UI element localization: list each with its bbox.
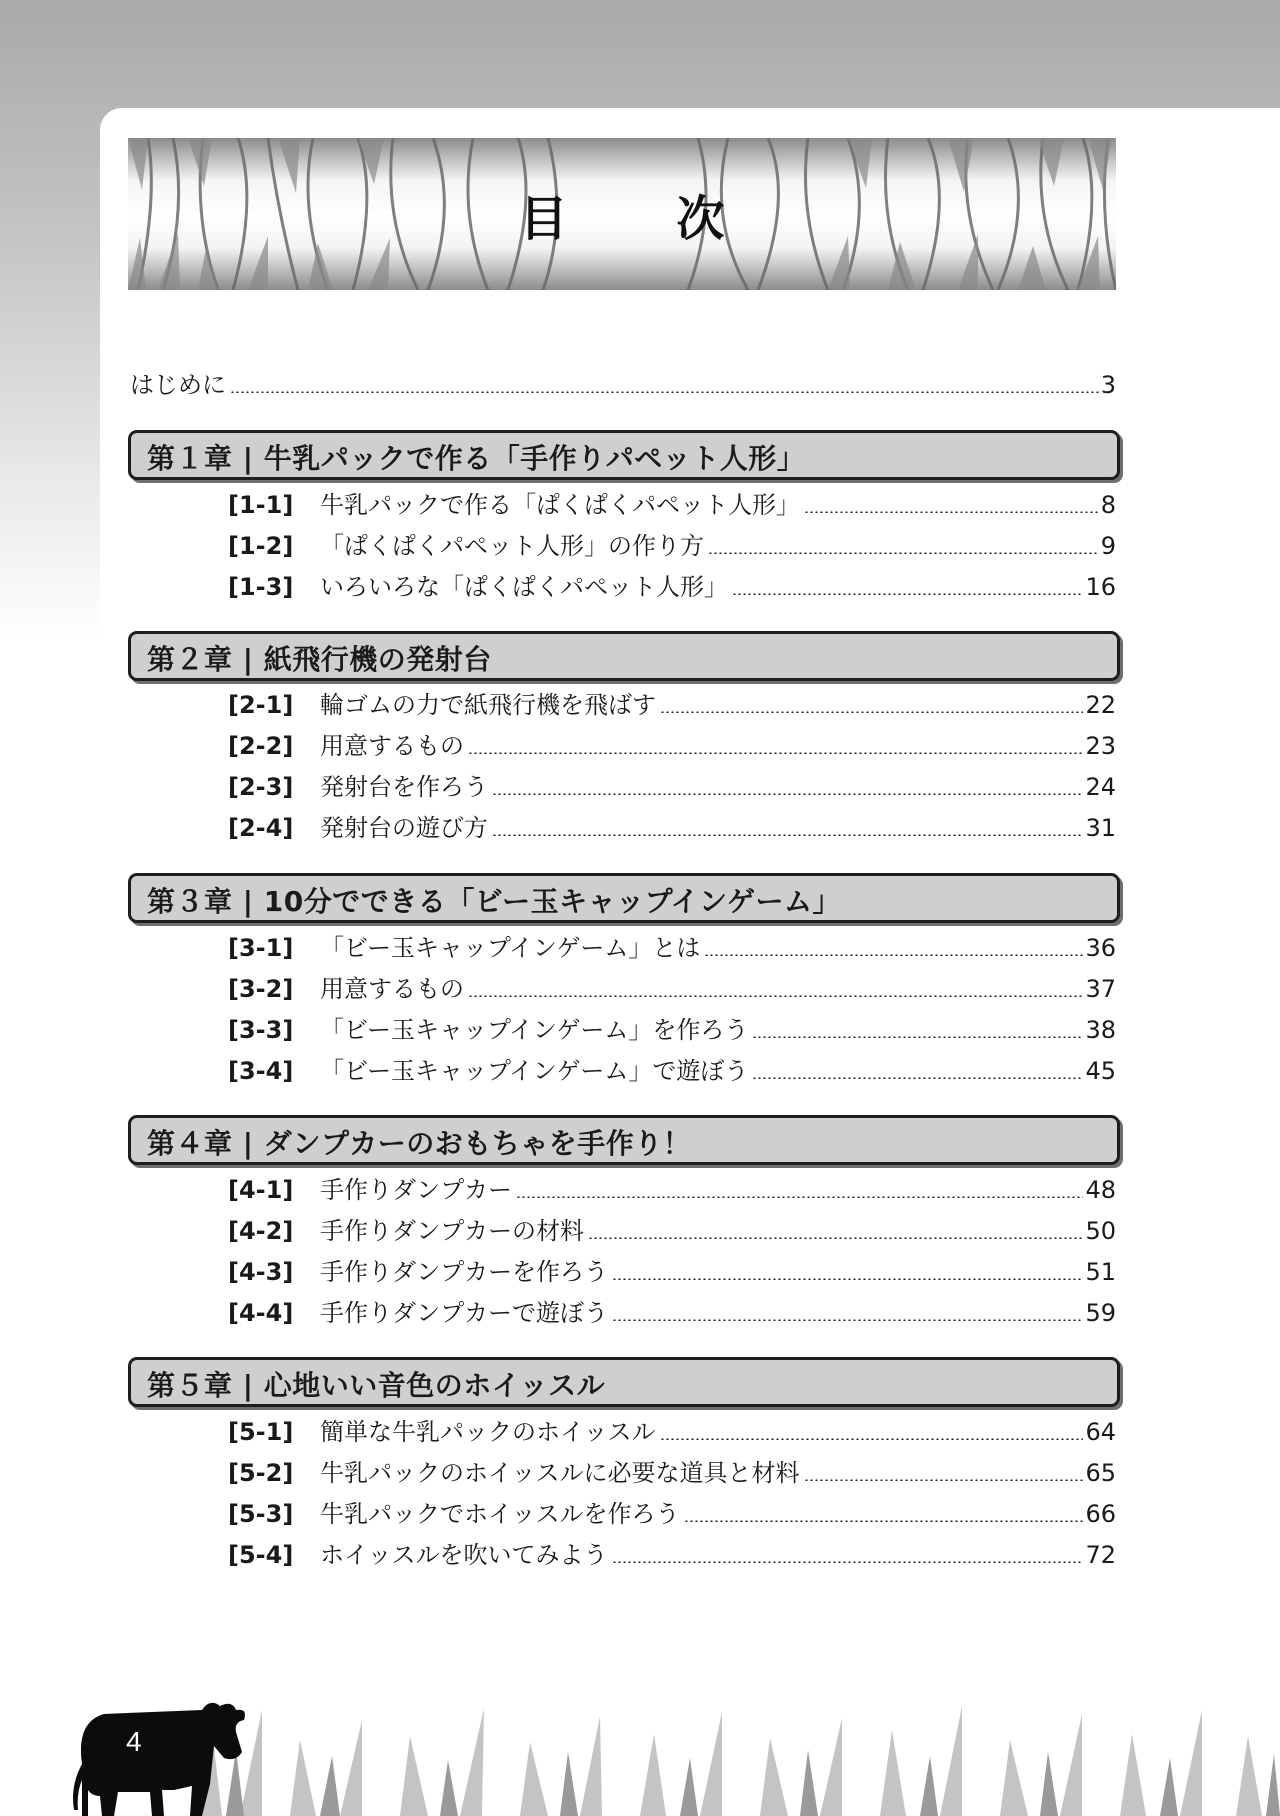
leader-dots [492, 793, 1083, 795]
toc-row[interactable] [228, 572, 1116, 602]
toc-row[interactable] [228, 490, 1116, 520]
toc-code: [5-1] [228, 1418, 294, 1446]
toc-page: 65 [1085, 1459, 1116, 1487]
toc-row[interactable] [228, 1298, 1116, 1328]
leader-dots [588, 1237, 1083, 1239]
toc-row[interactable] [228, 690, 1116, 720]
leader-dots [612, 1319, 1083, 1321]
leader-dots [704, 954, 1083, 956]
toc-page: 51 [1085, 1258, 1116, 1286]
page-title: 目 次 [519, 191, 771, 247]
toc-code: [1-1] [228, 491, 294, 519]
toc-page: 50 [1085, 1217, 1116, 1245]
toc-row[interactable] [228, 974, 1116, 1004]
chapter-header-4[interactable] [128, 1115, 1120, 1165]
toc-label: 牛乳パックで作る「ぱくぱくパペット人形」 [320, 491, 800, 519]
toc-label: 用意するもの [320, 732, 464, 760]
toc-label: 手作りダンプカー [320, 1176, 512, 1204]
toc-page: 24 [1085, 773, 1116, 801]
toc-label: 「ぱくぱくパペット人形」の作り方 [320, 532, 704, 560]
toc-code: [4-2] [228, 1217, 294, 1245]
page-number: 4 [126, 1726, 142, 1757]
toc-code: [2-3] [228, 773, 294, 801]
leader-dots [612, 1278, 1083, 1280]
leader-dots [660, 1438, 1084, 1440]
leader-dots [804, 1479, 1084, 1481]
toc-label: 発射台の遊び方 [320, 814, 488, 842]
toc-page: 36 [1085, 934, 1116, 962]
toc-row[interactable] [228, 1417, 1116, 1447]
toc-label: 手作りダンプカーを作ろう [320, 1258, 608, 1286]
toc-row[interactable] [228, 1499, 1116, 1529]
leader-dots [752, 1077, 1083, 1079]
toc-row[interactable] [228, 1458, 1116, 1488]
chapter-header-3[interactable] [128, 873, 1120, 923]
toc-code: [2-4] [228, 814, 294, 842]
chapter-title: 第１章 | 牛乳パックで作る「手作りパペット人形」 [147, 442, 806, 475]
toc-code: [2-1] [228, 691, 294, 719]
leader-dots [516, 1196, 1083, 1198]
toc-code: [1-3] [228, 573, 294, 601]
toc-row[interactable] [228, 531, 1116, 561]
leader-dots [708, 552, 1099, 554]
toc-code: [3-3] [228, 1016, 294, 1044]
toc-code: [5-3] [228, 1500, 294, 1528]
toc-label: 牛乳パックのホイッスルに必要な道具と材料 [320, 1459, 800, 1487]
toc-code: [4-3] [228, 1258, 294, 1286]
toc-code: [1-2] [228, 532, 294, 560]
toc-label: 「ビー玉キャップインゲーム」で遊ぼう [320, 1057, 749, 1085]
toc-page: 45 [1085, 1057, 1116, 1085]
toc-page: 31 [1085, 814, 1116, 842]
leader-dots [492, 834, 1083, 836]
toc-page: 59 [1085, 1299, 1116, 1327]
leader-dots [230, 391, 1099, 393]
toc-row[interactable] [228, 1056, 1116, 1086]
toc-code: [4-4] [228, 1299, 294, 1327]
toc-code: [5-4] [228, 1541, 294, 1569]
toc-row[interactable] [228, 1015, 1116, 1045]
toc-row-intro[interactable] [130, 370, 1116, 400]
toc-page: 72 [1085, 1541, 1116, 1569]
toc-page: 16 [1085, 573, 1116, 601]
toc-code: [3-2] [228, 975, 294, 1003]
chapter-header-5[interactable] [128, 1357, 1120, 1407]
chapter-header-2[interactable] [128, 631, 1120, 681]
chapter-header-1[interactable] [128, 430, 1120, 480]
toc-code: [3-4] [228, 1057, 294, 1085]
toc-page: 66 [1085, 1500, 1116, 1528]
toc-label: 牛乳パックでホイッスルを作ろう [320, 1500, 680, 1528]
toc-code: [4-1] [228, 1176, 294, 1204]
toc-code: [3-1] [228, 934, 294, 962]
toc-label: 発射台を作ろう [320, 773, 488, 801]
chapter-title: 第５章 | 心地いい音色のホイッスル [147, 1369, 606, 1402]
leader-dots [732, 593, 1083, 595]
toc-code: [2-2] [228, 732, 294, 760]
leader-dots [660, 711, 1083, 713]
toc-label: いろいろな「ぱくぱくパペット人形」 [320, 573, 728, 601]
toc-label: 手作りダンプカーで遊ぼう [320, 1299, 608, 1327]
cow-silhouette-icon [52, 1700, 252, 1816]
leader-dots [468, 995, 1083, 997]
toc-page: 9 [1100, 532, 1116, 560]
toc-page: 48 [1085, 1176, 1116, 1204]
toc-page: 23 [1085, 732, 1116, 760]
chapter-title: 第２章 | 紙飛行機の発射台 [147, 643, 492, 676]
toc-page: 22 [1085, 691, 1116, 719]
leader-dots [612, 1561, 1084, 1563]
toc-label: 「ビー玉キャップインゲーム」とは [320, 934, 701, 962]
toc-label: はじめに [130, 371, 226, 399]
toc-page: 8 [1100, 491, 1116, 519]
toc-label: 簡単な牛乳パックのホイッスル [320, 1418, 656, 1446]
toc-page: 38 [1085, 1016, 1116, 1044]
toc-label: 「ビー玉キャップインゲーム」を作ろう [320, 1016, 749, 1044]
leader-dots [752, 1036, 1083, 1038]
toc-row[interactable] [228, 1216, 1116, 1246]
toc-row[interactable] [228, 1175, 1116, 1205]
leader-dots [684, 1520, 1084, 1522]
toc-row[interactable] [228, 772, 1116, 802]
toc-row[interactable] [228, 1257, 1116, 1287]
leader-dots [468, 752, 1083, 754]
title-banner [128, 138, 1116, 290]
chapter-title: 第３章 | 10分でできる「ビー玉キャップインゲーム」 [147, 885, 841, 918]
toc-row[interactable] [228, 813, 1116, 843]
toc-page: 3 [1100, 371, 1116, 399]
toc-page: 64 [1085, 1418, 1116, 1446]
toc-label: ホイッスルを吹いてみよう [320, 1541, 608, 1569]
toc-row[interactable] [228, 1540, 1116, 1570]
toc-page: 37 [1085, 975, 1116, 1003]
chapter-title: 第４章 | ダンプカーのおもちゃを手作り！ [147, 1127, 692, 1160]
toc-row[interactable] [228, 933, 1116, 963]
leader-dots [804, 511, 1099, 513]
toc-label: 輪ゴムの力で紙飛行機を飛ばす [320, 691, 656, 719]
toc-code: [5-2] [228, 1459, 294, 1487]
toc-label: 手作りダンプカーの材料 [320, 1217, 584, 1245]
toc-row[interactable] [228, 731, 1116, 761]
toc-label: 用意するもの [320, 975, 464, 1003]
